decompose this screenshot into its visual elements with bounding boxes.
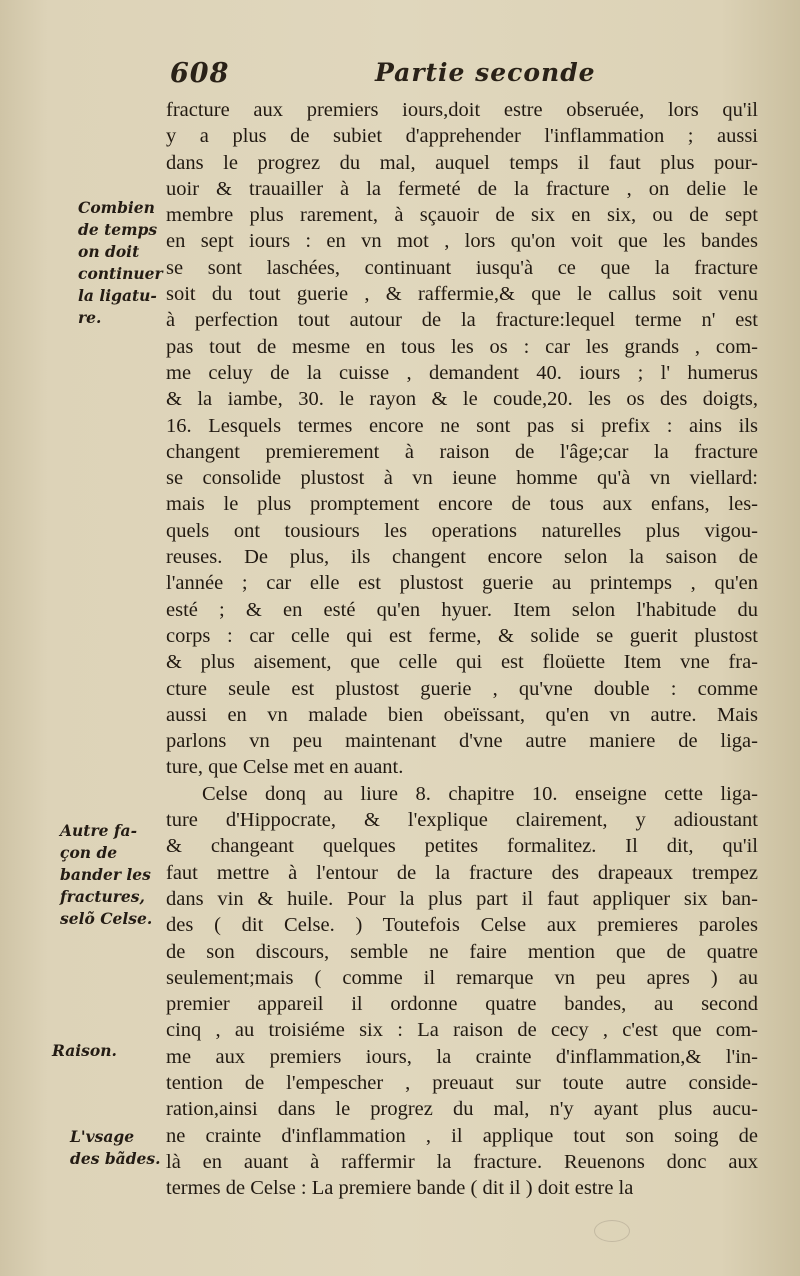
text-line: ture d'Hippocrate, & l'explique clairement, y adioustant bbox=[166, 809, 758, 832]
text-line: soit du tout guerie , & raffermie,& que le callus soit venu bbox=[166, 283, 758, 306]
text-line: corps : car celle qui est ferme, & solide se guerit plustost bbox=[166, 624, 758, 647]
margin-note-raison: Raison. bbox=[52, 1041, 117, 1060]
text-line: membre plus rarement, à sçauoir de six en six, ou de sept bbox=[166, 204, 758, 227]
text-line: termes de Celse : La premiere bande ( dit il ) doit estre la bbox=[166, 1177, 634, 1200]
text-line: & plus aisement, que celle qui est floüette Item vne fra- bbox=[166, 651, 758, 674]
text-line: seulement;mais ( comme il remarque vn peu apres ) au bbox=[166, 966, 758, 989]
text-line: ration,ainsi dans le progrez du mal, n'y ayant plus aucu- bbox=[166, 1098, 758, 1121]
text-line: ne crainte d'inflammation , il applique tout son soing de bbox=[166, 1124, 758, 1147]
text-line: me aux premiers iours, la crainte d'inflammation,& l'in- bbox=[166, 1045, 758, 1068]
text-line: à perfection tout autour de la fracture:lequel terme n' est bbox=[166, 309, 758, 332]
text-line: ture, que Celse met en auant. bbox=[166, 756, 404, 779]
text-line: changent premierement à raison de l'âge;car la fracture bbox=[166, 440, 758, 463]
text-line: cture seule est plustost guerie , qu'vne double : comme bbox=[166, 677, 758, 700]
text-line: me celuy de la cuisse , demandent 40. iours ; l' humerus bbox=[166, 361, 758, 384]
running-head: Partie seconde bbox=[375, 58, 596, 87]
text-line: & changeant quelques petites formalitez. Il dit, qu'il bbox=[166, 835, 758, 858]
text-line: fracture aux premiers iours,doit estre obseruée, lors qu'il bbox=[166, 99, 758, 121]
page-header bbox=[170, 58, 770, 96]
text-line: aussi en vn malade bien obeïssant, qu'en vn autre. Mais bbox=[166, 703, 758, 726]
text-line: pas tout de mesme en tous les os : car les grands , com- bbox=[166, 335, 758, 358]
text-line: reuses. De plus, ils changent encore selon la saison de bbox=[166, 546, 758, 569]
text-line: faut mettre à l'entour de la fracture des drapeaux trempez bbox=[166, 861, 758, 884]
text-line: uoir & trauailler à la fermeté de la fracture , on delie le bbox=[166, 177, 758, 200]
text-line: y a plus de subiet d'apprehender l'inflammation ; aussi bbox=[166, 125, 758, 148]
text-line: de son discours, semble ne faire mention que de quatre bbox=[166, 940, 758, 963]
text-line: dans le progrez du mal, auquel temps il faut plus pour- bbox=[166, 151, 758, 174]
text-line: cinq , au troisiéme six : La raison de cecy , c'est que com- bbox=[166, 1019, 758, 1042]
margin-note-celse: Autre fa- çon de bander les fractures, selõ Celse. bbox=[60, 821, 153, 928]
text-line: premier appareil il ordonne quatre bandes, au second bbox=[166, 993, 758, 1016]
text-line: dans vin & huile. Pour la plus part il faut appliquer six ban- bbox=[166, 887, 758, 910]
text-line: se consolide plustost à vn ieune homme qu'à vn viellard: bbox=[166, 467, 758, 490]
margin-note-usage: L'vsage des bãdes. bbox=[70, 1127, 161, 1168]
paper-stain bbox=[594, 1220, 630, 1242]
text-line: & la iambe, 30. le rayon & le coude,20. les os des doigts, bbox=[166, 388, 758, 411]
text-line: quels ont tousiours les operations naturelles plus vigou- bbox=[166, 519, 758, 542]
text-line: parlons vn peu maintenant d'vne autre maniere de liga- bbox=[166, 730, 758, 753]
text-line: 16. Lesquels termes encore ne sont pas si prefix : ains ils bbox=[166, 414, 758, 437]
text-line: Celse donq au liure 8. chapitre 10. enseigne cette liga- bbox=[202, 782, 758, 805]
text-line: se sont laschées, continuant iusqu'à ce que la fracture bbox=[166, 256, 758, 279]
text-line: là en auant à raffermir la fracture. Reuenons donc aux bbox=[166, 1150, 758, 1173]
text-line: des ( dit Celse. ) Toutefois Celse aux premieres paroles bbox=[166, 914, 758, 937]
text-line: en sept iours : en vn mot , lors qu'on voit que les bandes bbox=[166, 230, 758, 253]
text-line: mais le plus promptement encore de tous aux enfans, les- bbox=[166, 493, 758, 516]
margin-note-duration: Combien de temps on doit continuer la ligatu- re. bbox=[78, 198, 163, 327]
text-line: l'année ; car elle est plustost guerie au printemps , qu'en bbox=[166, 572, 758, 595]
page-number: 608 bbox=[170, 58, 230, 89]
text-line: esté ; & en esté qu'en hyuer. Item selon l'habitude du bbox=[166, 598, 758, 621]
body-text bbox=[166, 97, 758, 1201]
text-line: tention de l'empescher , preuaut sur toute autre conside- bbox=[166, 1071, 758, 1094]
